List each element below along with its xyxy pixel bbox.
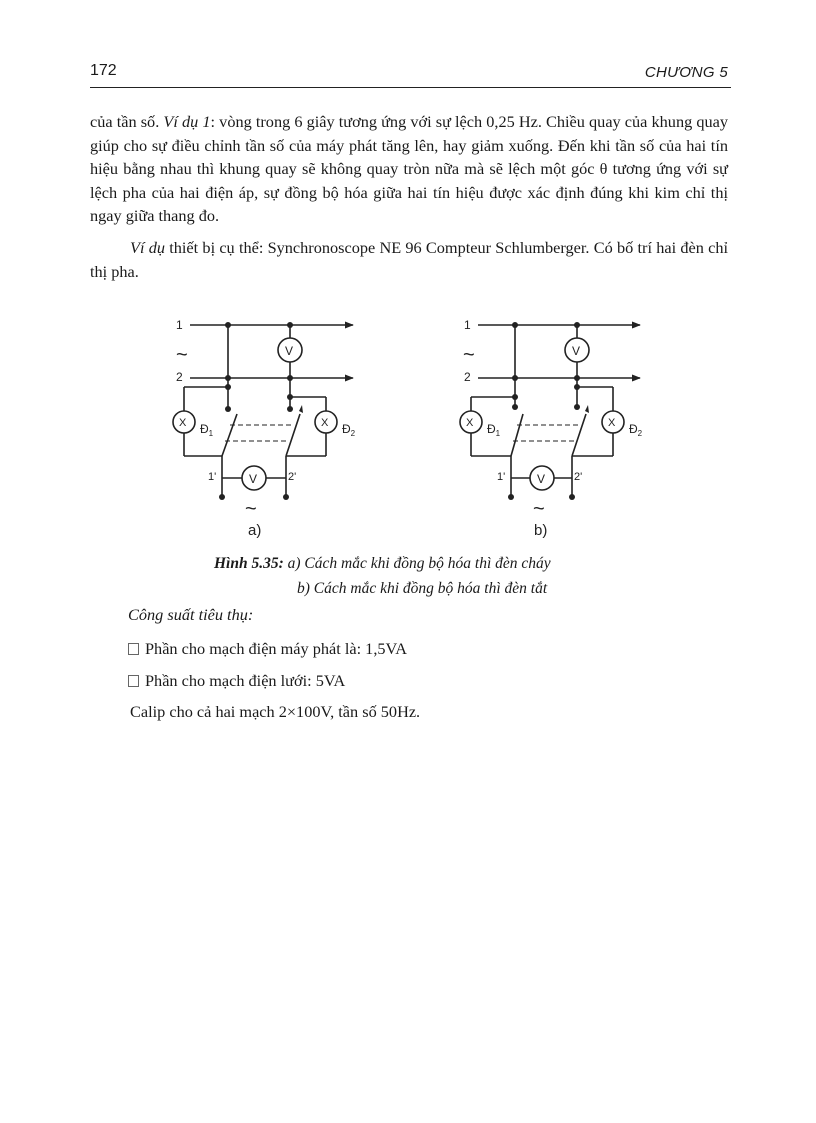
svg-text:~: ~ — [533, 498, 545, 520]
svg-text:X: X — [321, 417, 329, 429]
switch-2-a — [286, 414, 300, 456]
svg-text:Đ1: $Đ_1$ — [200, 422, 214, 438]
figure-5-35 — [150, 313, 670, 548]
svg-text:X: X — [466, 417, 474, 429]
svg-text:2': 2' — [288, 471, 297, 483]
caption-label: Hình 5.35: — [214, 555, 284, 572]
diagram-a — [173, 322, 353, 500]
bullet-box-icon — [128, 643, 139, 655]
svg-text:1': 1' — [208, 471, 217, 483]
svg-text:V: V — [249, 472, 258, 486]
chapter-title: CHƯƠNG 5 — [644, 64, 728, 81]
power-item-2: Phần cho mạch điện lưới: 5VA — [128, 671, 345, 691]
svg-text:1': 1' — [497, 471, 506, 483]
power-item-1: Phần cho mạch điện máy phát là: 1,5VA — [128, 639, 407, 659]
caption-line-b: b) Cách mắc khi đồng bộ hóa thì đèn tắt — [297, 580, 548, 597]
svg-text:~: ~ — [245, 498, 257, 520]
svg-text:~: ~ — [463, 344, 475, 366]
svg-text:X: X — [179, 417, 187, 429]
svg-text:X: X — [608, 417, 616, 429]
body-text — [90, 110, 728, 283]
svg-text:1: 1 — [464, 318, 471, 332]
example-label: Ví dụ — [130, 237, 165, 257]
subfigure-a-label: a) — [248, 522, 262, 539]
paragraph-1: của tần số. Ví dụ 1: vòng trong 6 giây tương ứng với sự lệch 0,25 Hz. Chiều quay của khung quay giúp cho sự điều chỉnh tần số của máy phát tăng lên, hay giảm xuống. Đến khi tần số của hai tín hiệu bằng nhau thì khung quay sẽ không quay tròn nữa mà sẽ lệch một góc θ tương ứng với sự lệch pha của hai điện áp, sự đồng bộ hóa giữa hai tín hiệu được xác định đúng khi kim chỉ thị ngay giữa thang đo. — [90, 112, 728, 226]
diagram-b-labels — [463, 318, 643, 539]
svg-text:Đ1: $Đ_1$ — [487, 422, 501, 438]
page-header — [90, 62, 730, 88]
diagram-a-labels — [176, 318, 356, 539]
svg-text:V: V — [572, 344, 581, 358]
switch-1-a — [222, 414, 237, 456]
example-1-label: Ví dụ 1 — [163, 112, 211, 131]
svg-text:Đ2: $Đ_2$ — [629, 422, 643, 438]
svg-text:2: 2 — [176, 370, 183, 384]
switch-1-b — [511, 414, 523, 456]
svg-text:~: ~ — [176, 344, 188, 366]
header-rule — [90, 87, 731, 88]
svg-text:2: 2 — [464, 370, 471, 384]
page-number: 172 — [90, 62, 117, 79]
subfigure-b-label: b) — [534, 522, 548, 539]
diagram-b — [460, 322, 640, 500]
caption-line-a: a) Cách mắc khi đồng bộ hóa thì đèn cháy — [283, 555, 551, 572]
svg-text:V: V — [537, 472, 546, 486]
power-title: Công suất tiêu thụ: — [128, 605, 254, 624]
switch-2-b — [572, 414, 586, 456]
svg-text:V: V — [285, 344, 294, 358]
paragraph-2: Ví dụ thiết bị cụ thể: Synchronoscope NE 96 Compteur Schlumberger. Có bố trí hai đèn chỉ thị pha. — [90, 237, 728, 281]
svg-text:2': 2' — [574, 471, 583, 483]
svg-text:1: 1 — [176, 318, 183, 332]
bullet-box-icon — [128, 675, 139, 687]
circuit-diagrams — [150, 313, 670, 548]
svg-text:Đ2: $Đ_2$ — [342, 422, 356, 438]
figure-caption — [214, 551, 674, 601]
calibration-text: Calip cho cả hai mạch 2×100V, tần số 50Hz. — [130, 702, 421, 721]
